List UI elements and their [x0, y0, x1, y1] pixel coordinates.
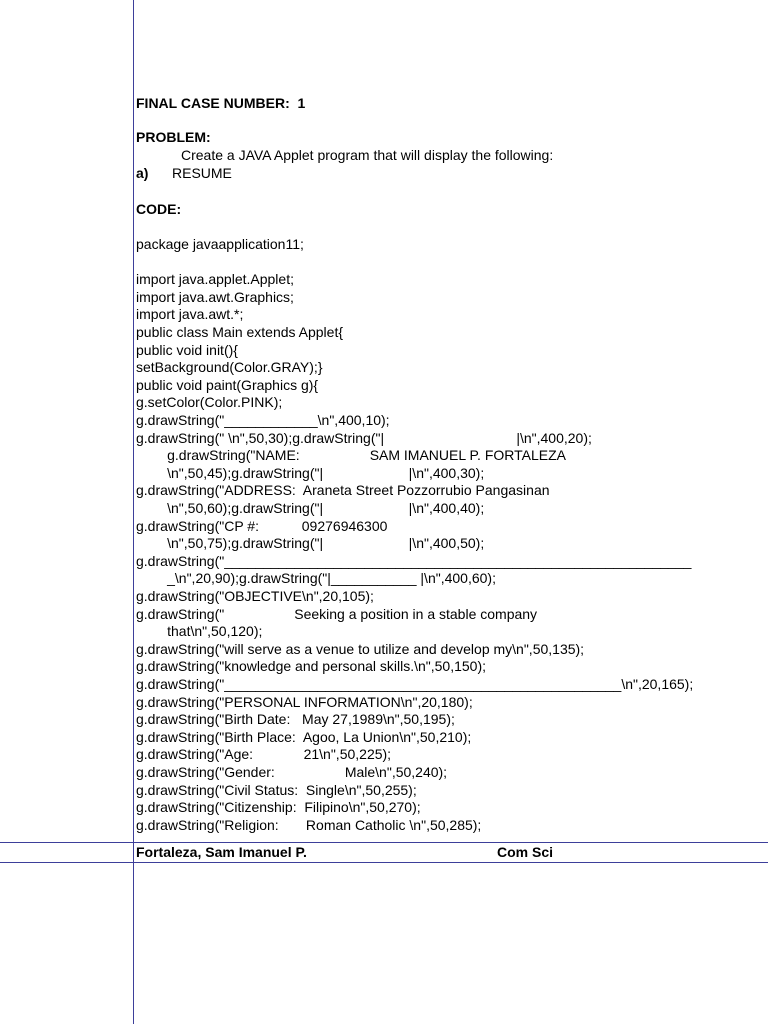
code-label: CODE: [136, 201, 182, 217]
code-line: setBackground(Color.GRAY);} [136, 359, 323, 376]
problem-text: Create a JAVA Applet program that will display the following: [181, 147, 554, 163]
code-line: public void paint(Graphics g){ [136, 376, 319, 393]
problem-label: PROBLEM: [136, 129, 211, 145]
item-text: RESUME [172, 165, 232, 181]
page-footer [136, 844, 768, 861]
code-line: g.drawString("NAME: SAM IMANUEL P. FORTALEZA [136, 447, 567, 464]
code-line: g.drawString("OBJECTIVE\n",20,105); [136, 588, 374, 604]
code-line: public void init(){ [136, 341, 238, 358]
case-number: FINAL CASE NUMBER: 1 [136, 95, 306, 111]
code-line: g.drawString("CP #: 09276946300 [136, 517, 388, 534]
code-line: g.drawString("Gender: Male\n",50,240); [136, 764, 448, 780]
code-line: g.drawString(" Seeking a position in a stable company [136, 605, 538, 622]
code-line: _\n",20,90);g.drawString("|___________ |\n",400,60); [136, 570, 496, 587]
code-line: public class Main extends Applet{ [136, 324, 344, 340]
footer-rule-bottom [0, 862, 768, 863]
code-line: g.drawString("knowledge and personal skills.\n",50,150); [136, 658, 487, 675]
code-line: \n",50,75);g.drawString("| |\n",400,50); [136, 535, 485, 552]
code-line: g.drawString("Birth Date: May 27,1989\n",50,195); [136, 711, 455, 728]
code-line: import java.awt.*; [136, 306, 244, 323]
code-line: g.drawString("Civil Status: Single\n",50,255); [136, 781, 417, 798]
code-line: g.drawString("Citizenship: Filipino\n",50,270); [136, 799, 421, 816]
code-line: g.drawString("PERSONAL INFORMATION\n",20,180); [136, 693, 473, 710]
code-line: g.drawString("____________\n",400,10); [136, 412, 390, 428]
code-line: \n",50,60);g.drawString("| |\n",400,40); [136, 500, 485, 516]
footer-course: Com Sci [497, 844, 554, 860]
item-marker: a) [136, 165, 149, 181]
code-line: g.setColor(Color.PINK); [136, 394, 283, 411]
code-line: \n",50,45);g.drawString("| |\n",400,30); [136, 464, 485, 481]
footer-rule-top [0, 842, 768, 843]
code-line: g.drawString("will serve as a venue to utilize and develop my\n",50,135); [136, 640, 585, 657]
code-line: import java.awt.Graphics; [136, 288, 294, 305]
code-line: package javaapplication11; [136, 236, 304, 252]
code-line: g.drawString(" \n",50,30);g.drawString("| |\n",400,20); [136, 429, 592, 446]
code-line: g.drawString("Birth Place: Agoo, La Union\n",50,210); [136, 728, 472, 745]
code-line: g.drawString("____________________________________________________________ [136, 552, 692, 569]
code-line: g.drawString("ADDRESS: Araneta Street Pozzorrubio Pangasinan [136, 482, 550, 499]
code-line: g.drawString("Religion: Roman Catholic \n",50,285); [136, 816, 482, 833]
code-line: g.drawString("___________________________________________________\n",20,165); [136, 676, 694, 692]
code-line: g.drawString("Age: 21\n",50,225); [136, 746, 392, 763]
footer-author: Fortaleza, Sam Imanuel P. [136, 844, 307, 860]
code-line: that\n",50,120); [136, 623, 263, 640]
left-margin-line [133, 0, 134, 1024]
code-line: import java.applet.Applet; [136, 271, 294, 288]
